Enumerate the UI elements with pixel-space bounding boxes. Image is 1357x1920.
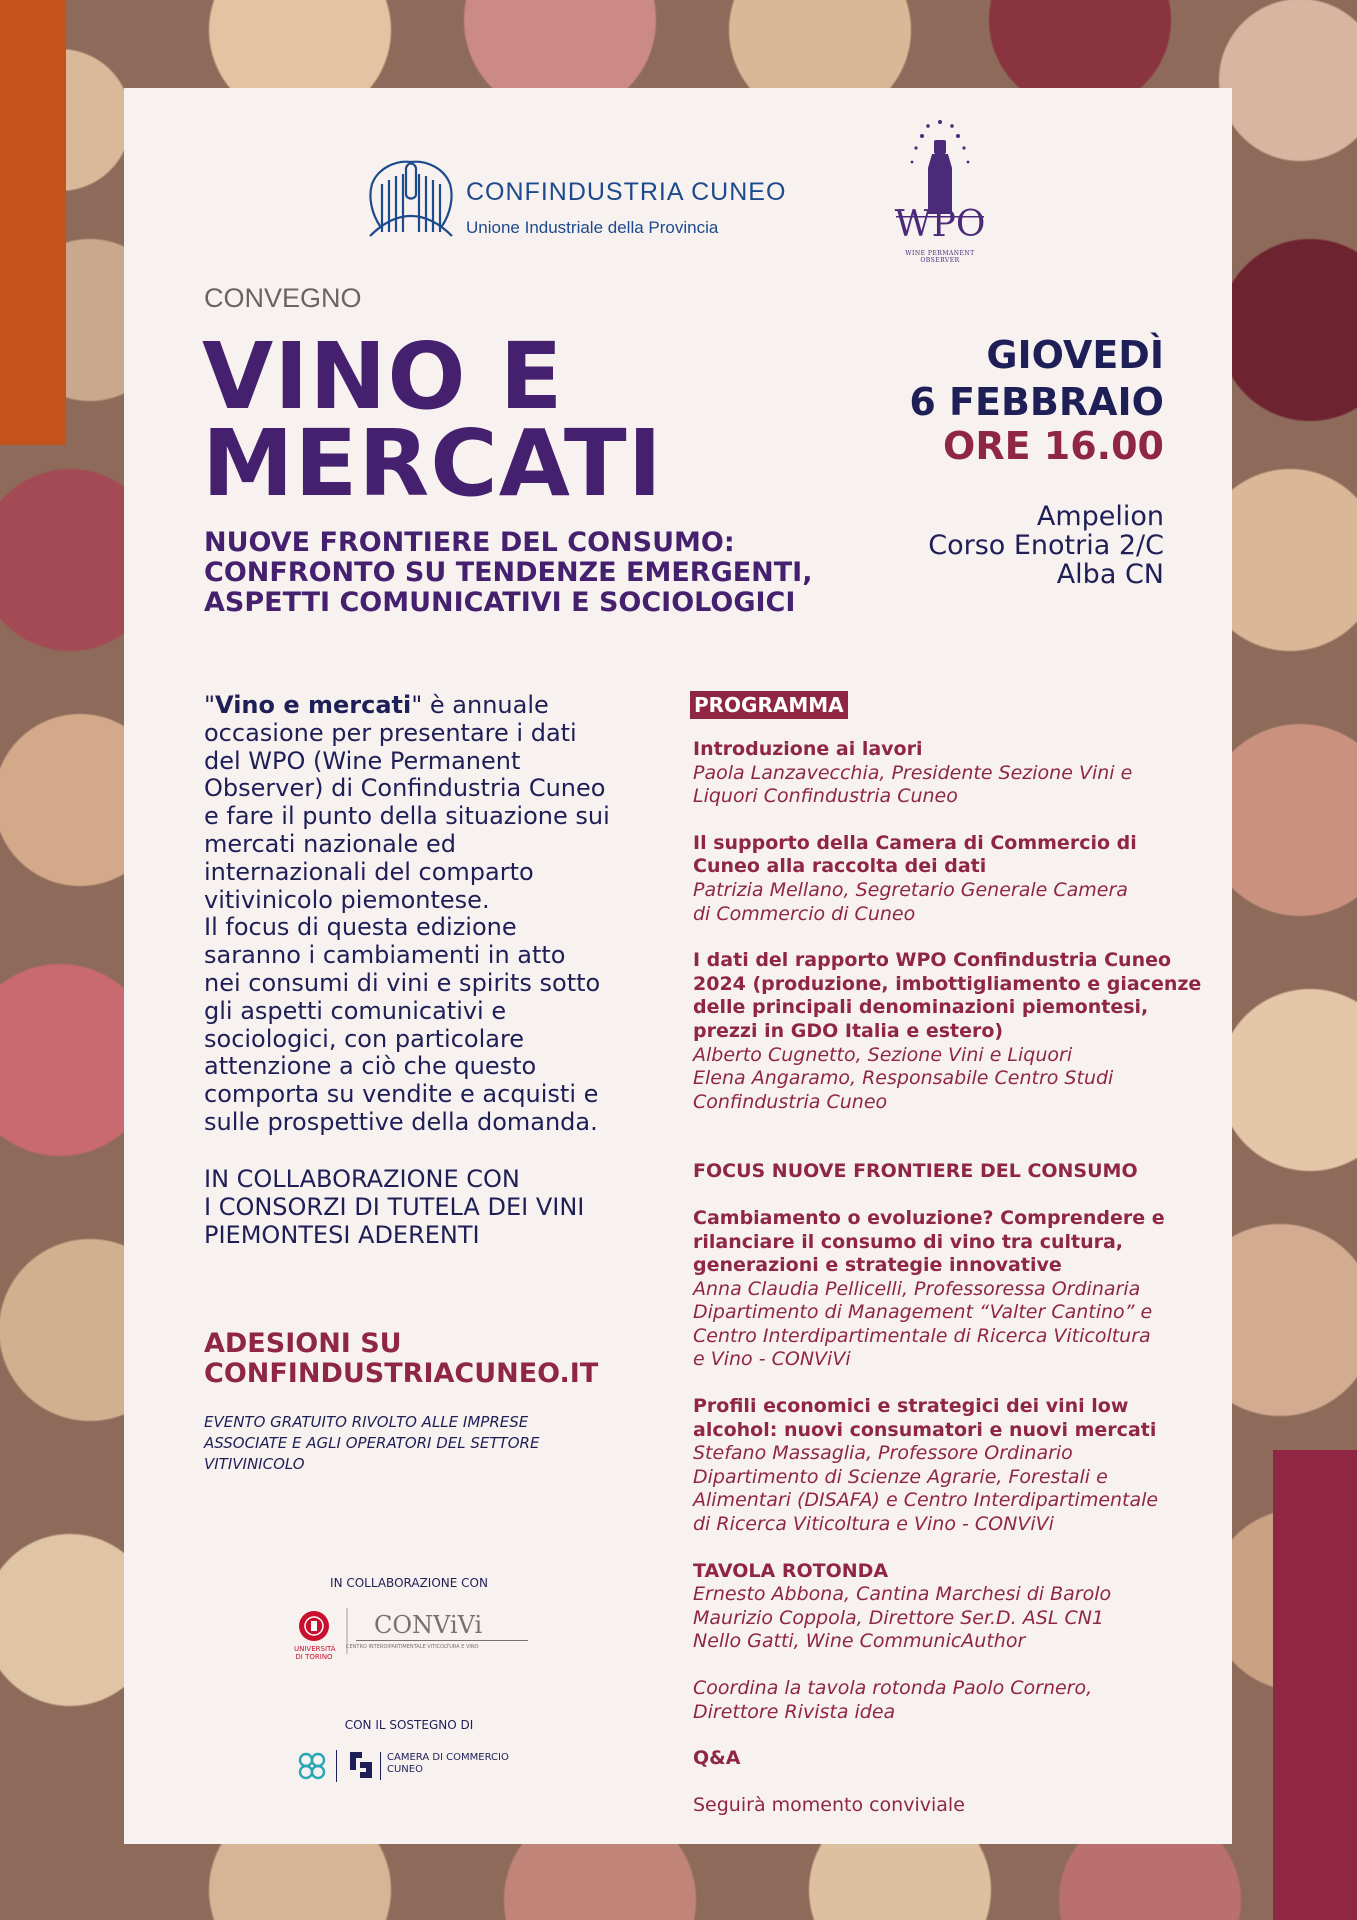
convivi-subtitle: CENTRO INTERDIPARTIMENTALE VITICOLTURA E VINO (346, 1644, 479, 1650)
wine-bottle-icon (892, 118, 988, 218)
program-item (693, 1395, 1213, 1537)
camera-name (387, 1752, 509, 1776)
knot-icon (294, 1748, 330, 1784)
intro-first-line (204, 692, 674, 720)
camera-line: CUNEO (387, 1764, 423, 1775)
unito-line: DI TORINO (295, 1653, 333, 1661)
program-item-speaker: Confindustria Cuneo (693, 1090, 888, 1113)
intro-line: occasione per presentare i dati (204, 718, 577, 747)
program-item-title: I dati del rapporto WPO Confindustria Cuneo (693, 949, 1172, 972)
evento-line: EVENTO GRATUITO RIVOLTO ALLE IMPRESE (204, 1413, 529, 1431)
program-item-title: Cuneo alla raccolta dei dati (693, 855, 987, 878)
accent-bar-left (0, 0, 66, 445)
coordina-line: Direttore Rivista idea (693, 1700, 896, 1723)
coordina-line: Coordina la tavola rotonda Paolo Cornero, (693, 1677, 1093, 1699)
programma-badge: PROGRAMMA (690, 691, 848, 719)
program-item-speaker: Stefano Massaglia, Professore Ordinario (693, 1442, 1073, 1465)
program-coordina (693, 1677, 1213, 1724)
intro-line: sulle prospettive della domanda. (204, 1107, 598, 1136)
event-date-text: 6 FEBBRAIO (909, 380, 1164, 424)
sostegno-divider (336, 1750, 337, 1782)
consorzi-collab (204, 1165, 584, 1249)
unito-name (294, 1645, 334, 1661)
intro-paragraph (204, 692, 674, 1137)
convivi-name: CONViVi (374, 1611, 483, 1639)
program-item-speaker: e Vino - CONViVi (693, 1348, 851, 1371)
program-item-speaker: Dipartimento di Scienze Agrarie, Forestali e (693, 1465, 1108, 1488)
collab-line: PIEMONTESI ADERENTI (204, 1221, 480, 1249)
intro-line: comporta su vendite e acquisti e (204, 1080, 599, 1109)
program-item-title: rilanciare il consumo di vino tra cultura, (693, 1230, 1124, 1253)
program-item (693, 738, 1213, 809)
qa-heading: Q&A (693, 1747, 741, 1770)
confindustria-logo (366, 154, 456, 244)
intro-line: Il focus di questa edizione (204, 913, 517, 942)
wpo-subtitle: WINE PERMANENT OBSERVER (905, 250, 975, 264)
event-title-line: MERCATI (202, 410, 663, 517)
program-item-speaker: Paola Lanzavecchia, Presidente Sezione Vini e (693, 761, 1133, 784)
program-item-title: Profili economici e strategici dei vini low (693, 1395, 1129, 1418)
evento-note (204, 1412, 539, 1475)
unito-seal-icon (298, 1610, 330, 1642)
adesioni-link[interactable] (204, 1329, 598, 1389)
program-item-title: 2024 (produzione, imbottigliamento e giacenze (693, 972, 1202, 995)
convivi-rule (356, 1640, 528, 1641)
intro-line: sociologici, con particolare (204, 1024, 525, 1053)
programma-label (690, 693, 848, 717)
program-item-title: Introduzione ai lavori (693, 738, 923, 760)
intro-bold: Vino e mercati (215, 691, 412, 719)
sostegno-label: CON IL SOSTEGNO DI (344, 1718, 474, 1732)
program-item-speaker: Elena Angaramo, Responsabile Centro Studi (693, 1067, 1114, 1090)
unito-line: UNIVERSITÀ (294, 1645, 336, 1653)
intro-first-rest: è annuale (422, 691, 549, 719)
event-subtitle (204, 528, 813, 618)
place-line: Alba CN (1056, 559, 1164, 590)
evento-line: ASSOCIATE E AGLI OPERATORI DEL SETTORE (204, 1434, 540, 1452)
intro-line: del WPO (Wine Permanent (204, 746, 521, 775)
program-focus (693, 1160, 1213, 1184)
program-item-title: Cambiamento o evoluzione? Comprendere e (693, 1206, 1165, 1229)
adesioni-line: CONFINDUSTRIACUNEO.IT (204, 1358, 599, 1389)
program-item-title: delle principali denominazioni piemontesi, (693, 996, 1149, 1019)
intro-line: Observer) di Confindustria Cuneo (204, 774, 606, 803)
program-item (693, 949, 1213, 1114)
camera-logo (346, 1748, 376, 1786)
partners-collab-label: IN COLLABORAZIONE CON (330, 1576, 488, 1590)
collab-line: I CONSORZI DI TUTELA DEI VINI (204, 1193, 585, 1221)
intro-line: attenzione a ciò che questo (204, 1052, 537, 1081)
program-item-title: prezzi in GDO Italia e estero) (693, 1019, 1004, 1042)
program-item (693, 1207, 1213, 1372)
program-item-speaker: Alimentari (DISAFA) e Centro Interdipartimentale (693, 1489, 1159, 1512)
program-item-speaker: di Commercio di Cuneo (693, 902, 916, 925)
program-closing (693, 1794, 1213, 1818)
wpo-name: WPO (894, 204, 986, 245)
intro-line: mercati nazionale ed (204, 829, 456, 858)
program-item-speaker: di Ricerca Viticoltura e Vino - CONViVi (693, 1513, 1054, 1536)
adesioni-line: ADESIONI SU (204, 1328, 402, 1359)
program-item-speaker: Liquori Confindustria Cuneo (693, 785, 958, 808)
poster-card (124, 88, 1232, 1844)
focus-heading: FOCUS NUOVE FRONTIERE DEL CONSUMO (693, 1160, 1138, 1183)
evento-line: VITIVINICOLO (204, 1455, 305, 1473)
program-item-speaker: Patrizia Mellano, Segretario Generale Camera (693, 878, 1128, 901)
intro-line: e fare il punto della situazione sui (204, 802, 610, 831)
event-subtitle-line: CONFRONTO SU TENDENZE EMERGENTI, (204, 557, 813, 588)
event-date (764, 332, 1164, 426)
intro-line: nei consumi di vini e spirits sotto (204, 968, 601, 997)
quote-open: " (204, 691, 216, 719)
eagle-icon (366, 154, 456, 240)
event-title-line: VINO E (202, 323, 564, 430)
intro-line: internazionali del comparto (204, 857, 534, 886)
place-line: Corso Enotria 2/C (928, 530, 1164, 561)
program-item-speaker: Maurizio Coppola, Direttore Ser.D. ASL CN1 (693, 1606, 1105, 1629)
program-item-speaker: Dipartimento di Management “Valter Cantino” e (693, 1301, 1153, 1324)
program-item-speaker: Anna Claudia Pellicelli, Professoressa Ordinaria (693, 1277, 1141, 1300)
program-item (693, 832, 1213, 926)
event-day: GIOVEDÌ (986, 333, 1164, 377)
intro-line: saranno i cambiamenti in atto (204, 941, 566, 970)
intro-line: gli aspetti comunicativi e (204, 996, 507, 1025)
programma-list (693, 738, 1213, 1817)
intro-line: vitivinicolo piemontese. (204, 885, 490, 914)
accent-bar-right (1273, 1450, 1357, 1920)
ccc-logo (294, 1748, 330, 1788)
program-item-speaker: Ernesto Abbona, Cantina Marchesi di Barolo (693, 1583, 1112, 1606)
closing-line: Seguirà momento conviviale (693, 1793, 965, 1816)
quote-close: " (411, 691, 423, 719)
program-item (693, 1560, 1213, 1654)
program-item-speaker: Nello Gatti, Wine CommunicAuthor (693, 1630, 1026, 1653)
camera-divider (380, 1752, 381, 1780)
program-item-title: Il supporto della Camera di Commercio di (693, 831, 1137, 854)
camera-commercio-icon (346, 1748, 376, 1782)
place-line: Ampelion (1036, 501, 1164, 532)
confindustria-name: CONFINDUSTRIA CUNEO (466, 178, 787, 206)
event-time: ORE 16.00 (943, 424, 1164, 468)
collab-line: IN COLLABORAZIONE CON (204, 1165, 520, 1193)
confindustria-subtitle: Unione Industriale della Provincia (466, 218, 719, 237)
program-qa (693, 1747, 1213, 1771)
convegno-label: CONVEGNO (204, 283, 362, 313)
unito-logo (298, 1610, 330, 1646)
program-item-speaker: Alberto Cugnetto, Sezione Vini e Liquori (693, 1043, 1073, 1066)
camera-line: CAMERA DI COMMERCIO (387, 1752, 509, 1763)
program-item-speaker: Centro Interdipartimentale di Ricerca Viticoltura (693, 1324, 1151, 1347)
event-place (764, 502, 1164, 589)
program-item-title: alcohol: nuovi consumatori e nuovi mercati (693, 1418, 1157, 1441)
event-subtitle-line: ASPETTI COMUNICATIVI E SOCIOLOGICI (204, 587, 796, 618)
event-title (202, 323, 663, 517)
program-item-title: generazioni e strategie innovative (693, 1254, 1062, 1277)
event-subtitle-line: NUOVE FRONTIERE DEL CONSUMO: (204, 527, 735, 558)
program-item-title: TAVOLA ROTONDA (693, 1559, 889, 1582)
